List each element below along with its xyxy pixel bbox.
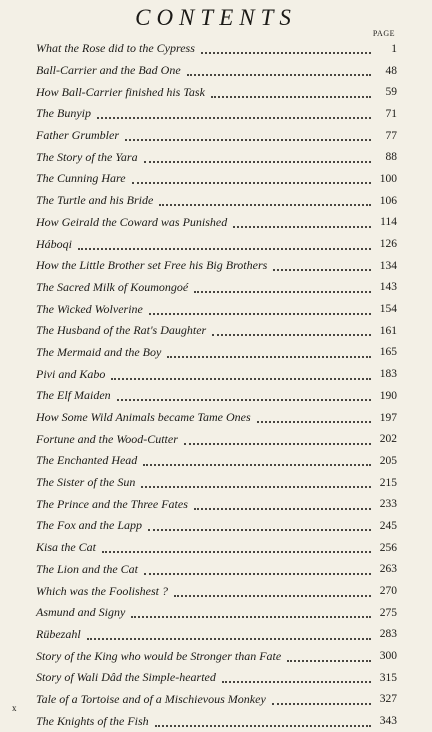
dot-leader [97, 116, 371, 119]
toc-entry[interactable] [36, 385, 397, 407]
dot-leader [78, 247, 371, 250]
toc-entry[interactable] [36, 103, 397, 125]
toc-entry-page-number: 165 [379, 346, 397, 359]
toc-entry[interactable] [36, 689, 397, 711]
toc-entry[interactable] [36, 342, 397, 364]
toc-entry-page-number: 270 [379, 585, 397, 598]
toc-entry-page-number: 300 [379, 650, 397, 663]
page-column-label: PAGE [372, 29, 395, 38]
toc-entry-page-number: 161 [379, 324, 397, 337]
toc-entry-title: The Cunning Hare [36, 171, 132, 186]
toc-entry-title: Fortune and the Wood-Cutter [36, 432, 184, 447]
toc-entry-page-number: 154 [379, 303, 397, 316]
dot-leader [125, 138, 371, 141]
dot-leader [187, 73, 371, 76]
toc-entry-page-number: 315 [379, 671, 397, 684]
dot-leader [143, 463, 371, 466]
toc-entry-title: Asmund and Signy [36, 605, 131, 620]
toc-entry-title: The Sister of the Sun [36, 475, 141, 490]
toc-entry-page-number: 59 [385, 86, 397, 99]
toc-entry-page-number: 1 [391, 42, 397, 55]
toc-entry[interactable] [36, 472, 397, 494]
toc-entry-title: The Husband of the Rat's Daughter [36, 323, 212, 338]
toc-entry-page-number: 100 [379, 172, 397, 185]
toc-entry-title: Story of Wali Dâd the Simple-hearted [36, 670, 222, 685]
dot-leader [273, 268, 371, 271]
toc-entry-page-number: 197 [379, 411, 397, 424]
toc-entry-title: The Turtle and his Bride [36, 193, 159, 208]
toc-entry-title: Which was the Foolishest ? [36, 584, 174, 599]
toc-entry-title: How Ball-Carrier finished his Task [36, 85, 211, 100]
dot-leader [87, 637, 371, 640]
dot-leader [144, 572, 371, 575]
toc-entry[interactable] [36, 559, 397, 581]
toc-entry[interactable] [36, 81, 397, 103]
dot-leader [149, 312, 371, 315]
toc-entry[interactable] [36, 38, 397, 60]
page-folio: x [12, 703, 17, 713]
toc-entry-title: Rübezahl [36, 627, 87, 642]
toc-entry[interactable] [36, 710, 397, 732]
contents-list [36, 38, 397, 732]
dot-leader [233, 225, 371, 228]
dot-leader [117, 398, 371, 401]
toc-entry[interactable] [36, 146, 397, 168]
dot-leader [159, 203, 371, 206]
toc-entry-page-number: 77 [385, 129, 397, 142]
toc-entry[interactable] [36, 645, 397, 667]
toc-entry-page-number: 327 [379, 693, 397, 706]
dot-leader [111, 377, 371, 380]
toc-entry-page-number: 233 [379, 498, 397, 511]
dot-leader [148, 528, 371, 531]
toc-entry[interactable] [36, 255, 397, 277]
toc-entry[interactable] [36, 624, 397, 646]
toc-entry-title: The Prince and the Three Fates [36, 497, 194, 512]
toc-entry-title: Kisa the Cat [36, 540, 102, 555]
dot-leader [174, 594, 371, 597]
toc-entry-page-number: 183 [379, 368, 397, 381]
dot-leader [167, 355, 371, 358]
toc-entry-title: How Some Wild Animals became Tame Ones [36, 410, 257, 425]
dot-leader [184, 442, 371, 445]
toc-entry[interactable] [36, 493, 397, 515]
toc-entry-title: The Lion and the Cat [36, 562, 144, 577]
toc-entry-page-number: 263 [379, 563, 397, 576]
toc-entry[interactable] [36, 190, 397, 212]
dot-leader [144, 160, 371, 163]
toc-entry-title: Háboqi [36, 237, 78, 252]
toc-entry-title: What the Rose did to the Cypress [36, 41, 201, 56]
contents-heading: CONTENTS [135, 5, 297, 30]
toc-entry-page-number: 245 [379, 519, 397, 532]
toc-entry[interactable] [36, 667, 397, 689]
toc-entry-title: Story of the King who would be Stronger than Fate [36, 649, 287, 664]
dot-leader [132, 181, 371, 184]
toc-entry-title: The Story of the Yara [36, 150, 144, 165]
toc-entry-page-number: 88 [385, 151, 397, 164]
toc-entry[interactable] [36, 212, 397, 234]
toc-entry[interactable] [36, 125, 397, 147]
toc-entry-title: How Geirald the Coward was Punished [36, 215, 233, 230]
toc-entry-page-number: 114 [380, 216, 397, 229]
dot-leader [194, 290, 371, 293]
toc-entry-page-number: 143 [379, 281, 397, 294]
toc-entry[interactable] [36, 277, 397, 299]
dot-leader [257, 420, 371, 423]
toc-entry-title: Pivi and Kabo [36, 367, 111, 382]
toc-entry-title: The Knights of the Fish [36, 714, 155, 729]
toc-entry[interactable] [36, 428, 397, 450]
toc-entry[interactable] [36, 320, 397, 342]
toc-entry-page-number: 71 [385, 107, 397, 120]
toc-entry[interactable] [36, 515, 397, 537]
toc-entry[interactable] [36, 298, 397, 320]
dot-leader [201, 51, 371, 54]
toc-entry[interactable] [36, 450, 397, 472]
toc-entry-title: The Mermaid and the Boy [36, 345, 167, 360]
toc-entry-page-number: 343 [379, 715, 397, 728]
toc-entry-title: The Wicked Wolverine [36, 302, 149, 317]
toc-entry-title: How the Little Brother set Free his Big Brothers [36, 258, 273, 273]
toc-entry-page-number: 48 [385, 64, 397, 77]
dot-leader [155, 724, 371, 727]
toc-entry[interactable] [36, 60, 397, 82]
dot-leader [212, 333, 371, 336]
toc-entry-page-number: 126 [379, 238, 397, 251]
toc-entry-title: Tale of a Tortoise and of a Mischievous Monkey [36, 692, 272, 707]
dot-leader [287, 659, 371, 662]
toc-entry[interactable] [36, 168, 397, 190]
toc-entry-page-number: 275 [379, 606, 397, 619]
toc-entry-title: The Bunyip [36, 106, 97, 121]
toc-entry-title: The Sacred Milk of Koumongoé [36, 280, 194, 295]
toc-entry[interactable] [36, 602, 397, 624]
toc-entry-title: Ball-Carrier and the Bad One [36, 63, 187, 78]
toc-entry-title: The Enchanted Head [36, 453, 143, 468]
toc-entry-title: The Fox and the Lapp [36, 518, 148, 533]
toc-entry[interactable] [36, 233, 397, 255]
toc-entry-page-number: 202 [379, 433, 397, 446]
toc-entry-page-number: 205 [379, 454, 397, 467]
dot-leader [272, 702, 371, 705]
toc-entry[interactable] [36, 407, 397, 429]
dot-leader [102, 550, 371, 553]
toc-entry-page-number: 106 [379, 194, 397, 207]
dot-leader [211, 95, 371, 98]
toc-entry-page-number: 256 [379, 541, 397, 554]
toc-entry[interactable] [36, 537, 397, 559]
toc-entry-title: Father Grumbler [36, 128, 125, 143]
toc-entry-page-number: 215 [379, 476, 397, 489]
dot-leader [222, 680, 371, 683]
toc-entry[interactable] [36, 580, 397, 602]
toc-entry-title: The Elf Maiden [36, 388, 117, 403]
toc-entry-page-number: 190 [379, 389, 397, 402]
toc-entry-page-number: 283 [379, 628, 397, 641]
toc-entry[interactable] [36, 363, 397, 385]
dot-leader [141, 485, 371, 488]
toc-entry-page-number: 134 [379, 259, 397, 272]
dot-leader [194, 507, 371, 510]
dot-leader [131, 615, 371, 618]
